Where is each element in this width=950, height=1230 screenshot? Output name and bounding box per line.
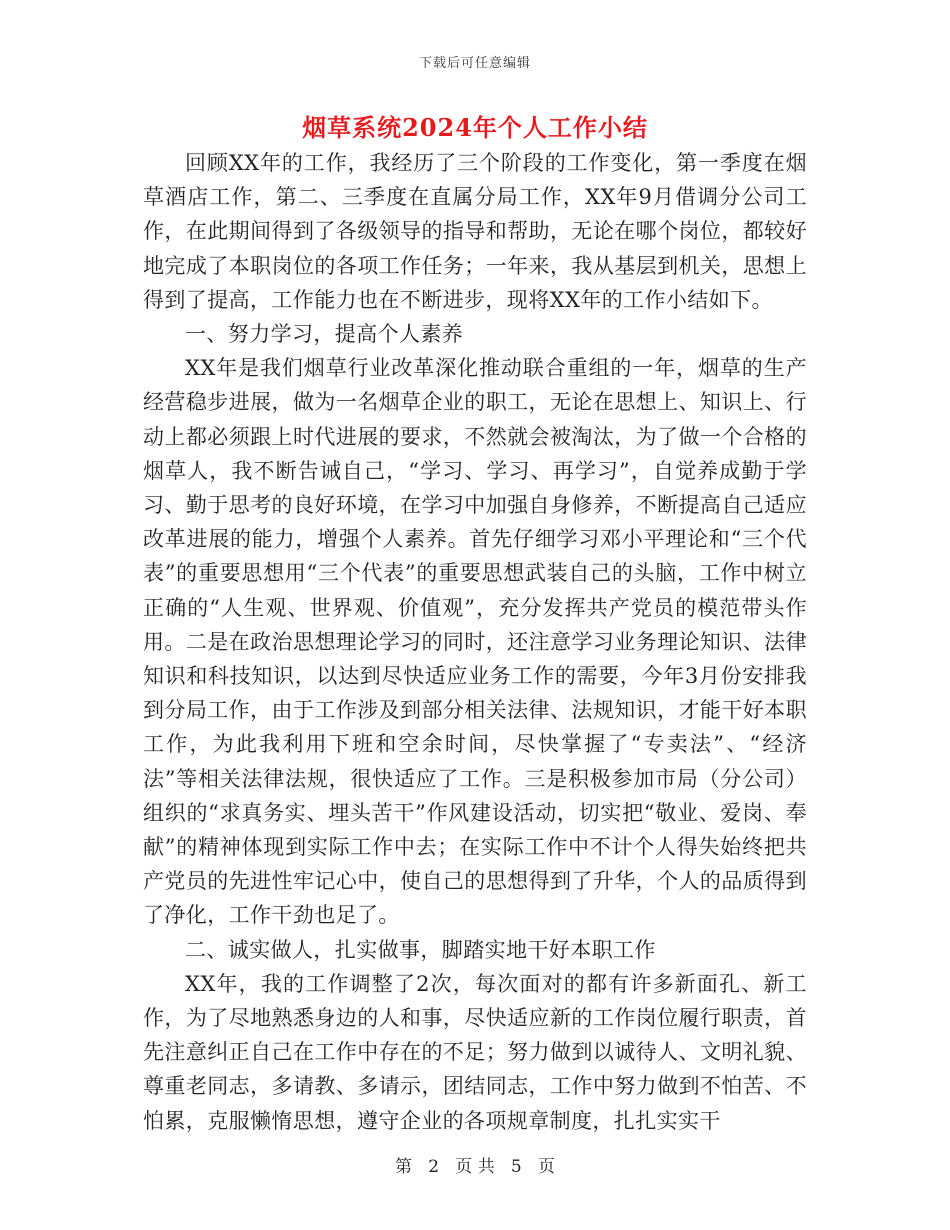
paragraph-section-1: XX年是我们烟草行业改革深化推动联合重组的一年，烟草的生产经营稳步进展，做为一名烟草企业的职工，无论在思想上、知识上、行动上都必须跟上时代进展的要求，不然就会被淘汰，为了做一个合格的烟草人，我不断告诫自己，“学习、学习、再学习”，自觉养成勤于学习、勤于思考的良好环境，在学习中加强自身修养，不断提高自己适应改革进展的能力，增强个人素养。首先仔细学习邓小平理论和“三个代表”的重要思想用“三个代表”的重要思想武装自己的头脑，工作中树立正确的“人生观、世界观、价值观”，充分发挥共产党员的模范带头作用。二是在政治思想理论学习的同时，还注意学习业务理论知识、法律知识和科技知识，以达到尽快适应业务工作的需要，今年3月份安排我到分局工作，由于工作涉及到部分相关法律、法规知识，才能干好本职工作，为此我利用下班和空余时间，尽快掌握了“专卖法”、“经济法”等相关法律法规，很快适应了工作。三是积极参加市局（分公司）组织的“求真务实、埋头苦干”作风建设活动，切实把“敬业、爱岗、奉献”的精神体现到实际工作中去；在实际工作中不计个人得失始终把共产党员的先进性牢记心中，使自己的思想得到了升华，个人的品质得到了净化，工作干劲也足了。 [143,356,807,928]
document-body [143,146,807,1138]
paragraph-intro: 回顾XX年的工作，我经历了三个阶段的工作变化，第一季度在烟草酒店工作，第二、三季度在直属分局工作，XX年9月借调分公司工作，在此期间得到了各级领导的指导和帮助，无论在哪个岗位，都较好地完成了本职岗位的各项工作任务；一年来，我从基层到机关，思想上得到了提高，工作能力也在不断进步，现将XX年的工作小结如下。 [143,151,807,312]
footer-middle: 页 共 [455,1157,495,1177]
section-heading-1: 一、努力学习，提高个人素养 [185,322,464,347]
footer-prefix: 第 [395,1157,413,1177]
page-footer [0,1152,950,1177]
page-title: 烟草系统2024年个人工作小结 [302,113,648,142]
footer-suffix: 页 [537,1157,555,1177]
section-heading-2: 二、诚实做人，扎实做事，脚踏实地干好本职工作 [185,937,656,962]
paragraph-section-2: XX年，我的工作调整了2次，每次面对的都有许多新面孔、新工作，为了尽地熟悉身边的人和事，尽快适应新的工作岗位履行职责，首先注意纠正自己在工作中存在的不足；努力做到以诚待人、文明礼貌、尊重老同志，多请教、多请示，团结同志，工作中努力做到不怕苦、不怕累，克服懒惰思想，遵守企业的各项规章制度，扎扎实实干 [143,971,807,1133]
footer-total-pages: 5 [510,1157,522,1177]
footer-page-number: 2 [428,1157,440,1177]
header-note: 下载后可任意编辑 [418,56,531,71]
